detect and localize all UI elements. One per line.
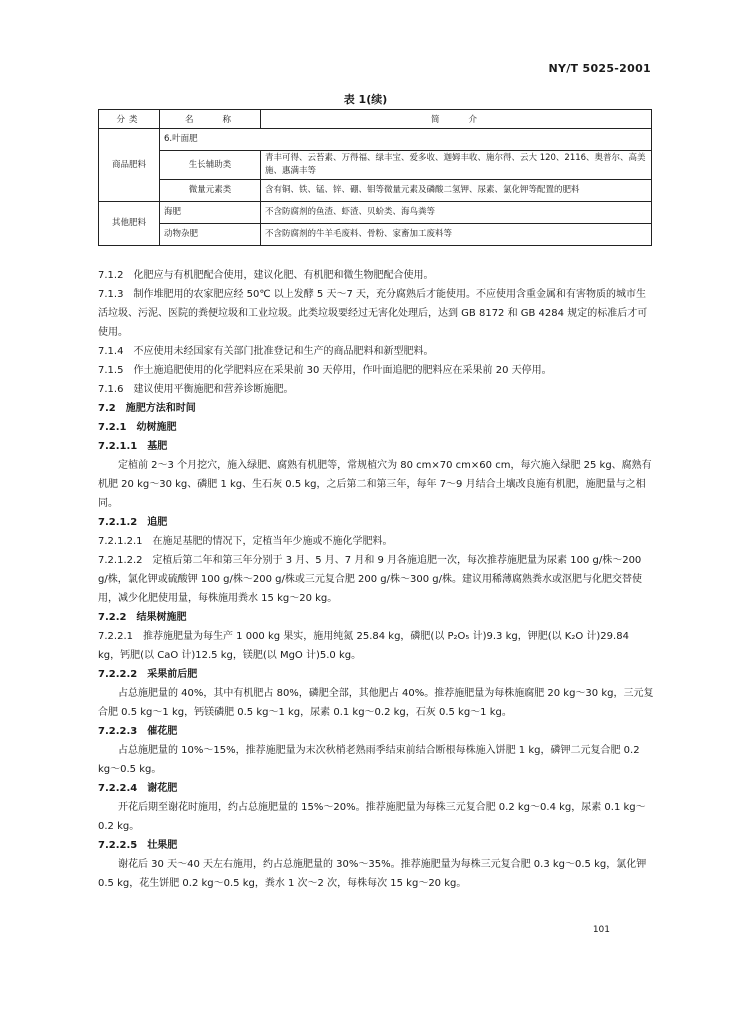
category-cell: 商品肥料 bbox=[99, 129, 160, 202]
table-row bbox=[99, 180, 652, 202]
page-number: 101 bbox=[592, 925, 610, 935]
column-header-desc: 简 介 bbox=[261, 110, 652, 129]
table-row bbox=[99, 129, 652, 151]
desc-cell: 青丰可得、云苔素、万得福、绿丰宝、爱多收、迦姆丰收、施尔得、云大 120、2116、奥普尔、高美施、惠满丰等 bbox=[261, 151, 652, 180]
section-heading: 7.2 施肥方法和时间 bbox=[98, 403, 196, 414]
paragraph: 7.1.3 制作堆肥用的农家肥应经 50℃ 以上发酵 5 天～7 天，充分腐熟后才能使用。不应使用含重金属和有害物质的城市生活垃圾、污泥、医院的粪便垃圾和工业垃圾。此类垃圾要经过无害化处理后，达到 GB 8172 和 GB 4284 规定的标准后才可使用。 bbox=[98, 289, 648, 338]
section-heading: 7.2.1 幼树施肥 bbox=[98, 422, 177, 433]
desc-cell: 含有铜、铁、锰、锌、硼、钼等微量元素及磷酸二氢钾、尿素、氯化钾等配置的肥料 bbox=[261, 180, 652, 202]
paragraph: 7.2.2.1 推荐施肥量为每生产 1 000 kg 果实，施用纯氮 25.84 kg，磷肥(以 P₂O₅ 计)9.3 kg，钾肥(以 K₂O 计)29.84 kg，钙肥(以 CaO 计)12.5 kg，镁肥(以 MgO 计)5.0 kg。 bbox=[98, 631, 629, 661]
name-cell: 海肥 bbox=[160, 202, 261, 224]
standard-code: NY/T 5025-2001 bbox=[548, 62, 651, 75]
section-heading: 7.2.2 结果树施肥 bbox=[98, 612, 187, 623]
name-cell: 生长辅助类 bbox=[160, 151, 261, 180]
table-row bbox=[99, 151, 652, 180]
category-cell: 其他肥料 bbox=[99, 202, 160, 246]
paragraph: 占总施肥量的 40%，其中有机肥占 80%，磷肥全部，其他肥占 40%。推荐施肥量为每株施腐肥 20 kg～30 kg，三元复合肥 0.5 kg～1 kg，钙镁磷肥 0.5 kg～1 kg，尿素 0.1 kg～0.2 kg，石灰 0.5 kg～1 kg。 bbox=[98, 688, 654, 718]
section-heading: 7.2.1.1 基肥 bbox=[98, 441, 168, 452]
paragraph: 定植前 2～3 个月挖穴，施入绿肥、腐熟有机肥等，常规植穴为 80 cm×70 cm×60 cm，每穴施入绿肥 25 kg、腐熟有机肥 20 kg～30 kg、磷肥 1 kg、生石灰 0.5 kg，之后第二和第三年，每年 7～9 月结合土壤改良施有机肥，施肥量与之相同。 bbox=[98, 460, 652, 509]
table-header-row bbox=[99, 110, 652, 129]
table-row bbox=[99, 224, 652, 246]
paragraph: 7.1.2 化肥应与有机肥配合使用，建议化肥、有机肥和微生物肥配合使用。 bbox=[98, 270, 434, 281]
body-text bbox=[98, 266, 654, 893]
paragraph: 开花后期至谢花时施用，约占总施肥量的 15%～20%。推荐施肥量为每株三元复合肥 0.2 kg～0.4 kg，尿素 0.1 kg～0.2 kg。 bbox=[98, 802, 646, 832]
table-title: 表 1(续) bbox=[343, 93, 388, 106]
desc-cell: 不含防腐剂的牛羊毛废料、骨粉、家畜加工废料等 bbox=[261, 224, 652, 246]
table-row bbox=[99, 202, 652, 224]
paragraph: 占总施肥量的 10%～15%，推荐施肥量为末次秋梢老熟雨季结束前结合断根每株施入饼肥 1 kg，磷钾二元复合肥 0.2 kg～0.5 kg。 bbox=[98, 745, 640, 775]
section-heading: 7.2.2.2 采果前后肥 bbox=[98, 669, 198, 680]
name-cell: 微量元素类 bbox=[160, 180, 261, 202]
section-heading: 7.2.2.4 谢花肥 bbox=[98, 783, 178, 794]
desc-cell: 不含防腐剂的鱼渣、虾渣、贝蚧类、海鸟粪等 bbox=[261, 202, 652, 224]
section-heading: 7.2.1.2 追肥 bbox=[98, 517, 168, 528]
name-cell: 6.叶面肥 bbox=[160, 129, 652, 151]
paragraph: 7.2.1.2.1 在施足基肥的情况下，定植当年少施或不施化学肥料。 bbox=[98, 536, 393, 547]
section-heading: 7.2.2.3 催花肥 bbox=[98, 726, 178, 737]
column-header-category: 分类 bbox=[99, 110, 160, 129]
name-cell: 动物杂肥 bbox=[160, 224, 261, 246]
fertilizer-table bbox=[98, 109, 652, 246]
section-heading: 7.2.2.5 壮果肥 bbox=[98, 840, 178, 851]
column-header-name: 名 称 bbox=[160, 110, 261, 129]
paragraph: 7.1.4 不应使用未经国家有关部门批准登记和生产的商品肥料和新型肥料。 bbox=[98, 346, 434, 357]
paragraph: 7.1.6 建议使用平衡施肥和营养诊断施肥。 bbox=[98, 384, 294, 395]
paragraph: 7.1.5 作土施追肥使用的化学肥料应在采果前 30 天停用，作叶面追肥的肥料应在采果前 20 天停用。 bbox=[98, 365, 552, 376]
paragraph: 谢花后 30 天～40 天左右施用，约占总施肥量的 30%～35%。推荐施肥量为每株三元复合肥 0.3 kg～0.5 kg，氯化钾 0.5 kg，花生饼肥 0.2 kg～0.5 kg，粪水 1 次～2 次，每株每次 15 kg～20 kg。 bbox=[98, 859, 647, 889]
paragraph: 7.2.1.2.2 定植后第二年和第三年分别于 3 月、5 月、7 月和 9 月各施追肥一次，每次推荐施肥量为尿素 100 g/株～200 g/株，氯化钾或硫酸钾 100 g/株～200 g/株或三元复合肥 200 g/株～300 g/株。建议用稀薄腐熟粪水或沤肥与化肥交替使用，减少化肥使用量，每株施用粪水 15 kg～20 kg。 bbox=[98, 555, 643, 604]
